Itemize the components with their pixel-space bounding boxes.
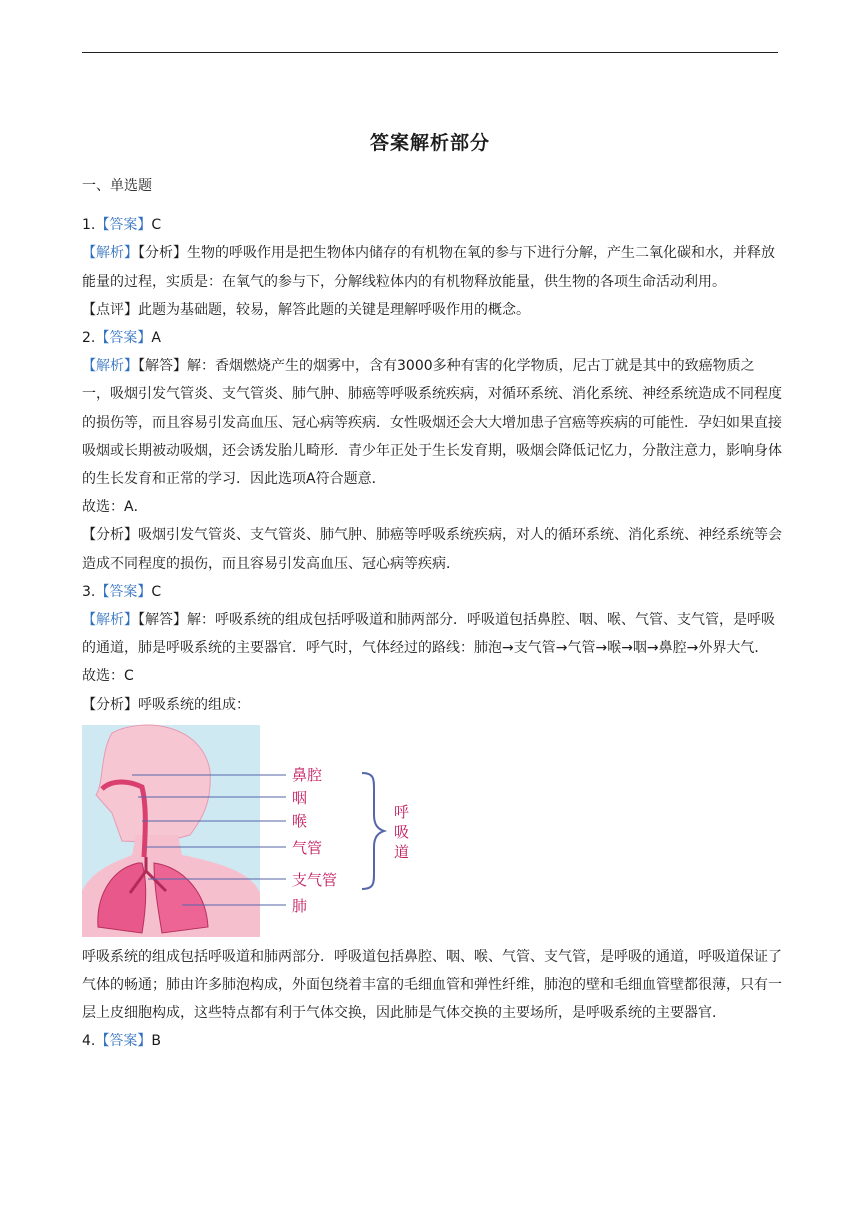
item-number: 3. [82,583,96,600]
label-larynx: 喉 [292,811,308,830]
item-2-fenxi [82,521,782,577]
respiratory-system-figure [82,723,502,943]
fenxi-text: 吸烟引发气管炎、支气管炎、肺气肿、肺癌等呼吸系统疾病，对人的循环系统、消化系统、神经系统等会造成不同程度的损伤，而且容易引发高血压、冠心病等疾病． [82,527,782,572]
item-1-answer [82,211,782,239]
fenxi-tag: 【分析】 [82,696,138,713]
label-nasal-cavity: 鼻腔 [292,765,323,784]
answer-value: B [151,1033,161,1050]
item-4-answer [82,1027,782,1055]
group-label-char: 吸 [394,822,410,841]
group-label-char: 道 [394,842,410,861]
answer-content [82,172,782,1056]
item-3-answer [82,578,782,606]
item-number: 4. [82,1033,96,1050]
fenxi-tag: 【分析】 [82,527,138,544]
answer-tag: 【答案】 [95,583,152,600]
jiexi-tag: 【解析】 [82,612,138,629]
item-1-comment [82,296,782,324]
item-1-analysis [82,239,782,295]
item-3-fenxi [82,691,782,719]
item-3-choose: 故选：C [82,668,134,685]
brace-shape [362,773,384,889]
dianping-tag: 【点评】 [82,301,138,318]
label-pharynx: 咽 [292,788,308,807]
answer-tag: 【答案】 [95,1033,152,1050]
fenxi-tag: 【分析】 [138,245,187,262]
header-rule [82,52,778,53]
section-heading: 一、单选题 [82,178,152,194]
answer-value: A [151,330,161,347]
item-2-answer [82,324,782,352]
item-number: 1. [82,217,96,234]
jiexi-tag: 【解析】 [82,358,138,375]
group-label-char: 呼 [394,802,410,821]
answer-value: C [151,583,162,600]
label-trachea: 气管 [292,838,323,857]
page-title: 答案解析部分 [369,132,490,154]
answer-tag: 【答案】 [95,330,152,347]
comment-text: 此题为基础题，较易，解答此题的关键是理解呼吸作用的概念。 [138,301,530,318]
jieda-tag: 【解答】 [138,612,187,629]
item-3-after-text: 呼吸系统的组成包括呼吸道和肺两部分．呼吸道包括鼻腔、咽、喉、气管、支气管，是呼吸的通道，呼吸道保证了气体的畅通；肺由许多肺泡构成，外面包绕着丰富的毛细血管和弹性纤维，肺泡的壁和毛细血管壁都很薄，只有一层上皮细胞构成，这些特点都有利于气体交换，因此肺是气体交换的主要场所，是呼吸系统的主要器官． [82,948,782,1022]
analysis-text: 解：香烟燃烧产生的烟雾中，含有3000多种有害的化学物质，尼古丁就是其中的致癌物质之一，吸烟引发气管炎、支气管炎、肺气肿、肺癌等呼吸系统疾病，对循环系统、消化系统、神经系统造成不同程度的损伤等，而且容易引发高血压、冠心病等疾病．女性吸烟还会大大增加患子宫癌等疾病的可能性．孕妇如果直接吸烟或长期被动吸烟，还会诱发胎儿畸形．青少年正处于生长发育期，吸烟会降低记忆力，分散注意力，影响身体的生长发育和正常的学习．因此选项A符合题意． [82,358,782,488]
jiexi-tag: 【解析】 [82,245,138,262]
answer-value: C [151,217,162,234]
item-2-choose: 故选：A． [82,499,148,516]
fenxi-text: 呼吸系统的组成： [138,696,250,713]
analysis-text: 生物的呼吸作用是把生物体内储存的有机物在氧的参与下进行分解，产生二氧化碳和水，并释放能量的过程，实质是：在氧气的参与下，分解线粒体内的有机物释放能量，供生物的各项生命活动利用。 [82,245,775,290]
item-3-analysis [82,606,782,662]
analysis-text: 解：呼吸系统的组成包括呼吸道和肺两部分．呼吸道包括鼻腔、咽、喉、气管、支气管，是呼吸的通道，肺是呼吸系统的主要器官．呼气时，气体经过的路线：肺泡→支气管→气管→喉→咽→鼻腔→外界大气． [82,612,775,657]
item-number: 2. [82,330,96,347]
respiratory-diagram [82,723,502,943]
jieda-tag: 【解答】 [138,358,187,375]
label-bronchi: 支气管 [292,870,338,889]
item-2-analysis [82,352,782,493]
answer-tag: 【答案】 [95,217,152,234]
label-lung: 肺 [292,896,308,915]
